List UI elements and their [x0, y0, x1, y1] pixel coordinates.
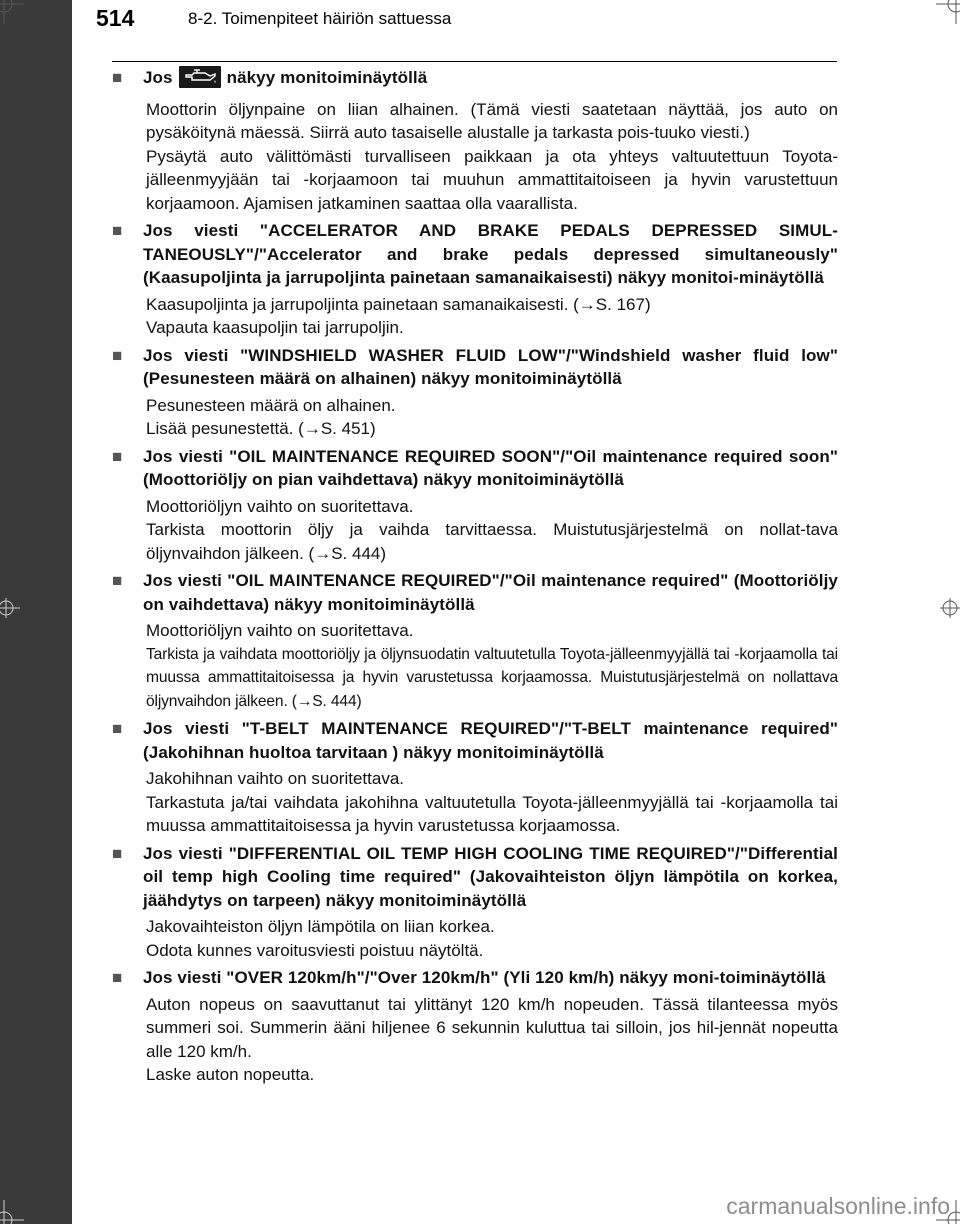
message-section [112, 445, 838, 566]
message-section [112, 344, 838, 441]
message-section [112, 842, 838, 963]
heading-text: Jos viesti "DIFFERENTIAL OIL TEMP HIGH COOLING TIME REQUIRED"/"Differential oil temp high Cooling time required" (Jakovaihteiston öljyn lämpötila on korkea, jäähdytys on tarpeen) näkyy monitoiminäytöllä [143, 843, 838, 910]
heading-suffix: näkyy monitoiminäytöllä [226, 68, 428, 87]
section-body [146, 495, 838, 566]
body-paragraph: Jakohihnan vaihto on suoritettava. [146, 769, 405, 788]
crop-mark-icon [0, 596, 24, 620]
square-bullet-icon: ■ [112, 843, 123, 863]
crop-mark-icon [936, 0, 960, 24]
section-heading [112, 569, 838, 616]
body-paragraph: Moottoriöljyn vaihto on suoritettava. [146, 621, 414, 640]
section-oil-pressure [112, 66, 838, 215]
body-paragraph: Moottoriöljyn vaihto on suoritettava. [146, 496, 414, 516]
body-paragraph: Vapauta kaasupoljin tai jarrupoljin. [146, 318, 404, 337]
footer-brand: carmanualsonline.info [726, 1193, 950, 1219]
body-paragraph: Pysäytä auto välittömästi turvalliseen paikkaan ja ota yhteys valtuutettuun Toyota-jälleenmyyjään tai -korjaamoon tai muuhun ammattitaitoiseen ja hyvin varustettuun korjaamoon. Ajamisen jatkaminen saattaa olla vaarallista. [146, 146, 838, 213]
heading-text: Jos viesti "WINDSHIELD WASHER FLUID LOW"/"Windshield washer fluid low" (Pesunesteen määrä on alhainen) näkyy monitoiminäytöllä [143, 345, 838, 388]
heading-prefix: Jos [143, 68, 173, 87]
body-paragraph: Odota kunnes varoitusviesti poistuu näytöltä. [146, 940, 484, 960]
body-paragraph: Kaasupoljinta ja jarrupoljinta painetaan samanaikaisesti. (→S. 167) [146, 294, 651, 314]
body-paragraph: Laske auton nopeutta. [146, 1065, 315, 1084]
section-body [146, 767, 838, 838]
section-title: 8-2. Toimenpiteet häiriön sattuessa [188, 9, 452, 28]
square-bullet-icon: ■ [112, 221, 123, 240]
section-body [146, 619, 838, 713]
section-heading [112, 219, 838, 290]
heading-text: Jos viesti "ACCELERATOR AND BRAKE PEDALS DEPRESSED SIMUL-TANEOUSLY"/"Accelerator and brake pedals depressed simultaneously" (Kaasupoljinta ja jarrupoljinta painetaan samanaikaisesti) näkyy monitoi-minäytöllä [143, 221, 838, 287]
section-body [146, 98, 838, 216]
message-section [112, 966, 838, 1087]
section-heading [112, 966, 838, 990]
square-bullet-icon: ■ [112, 571, 123, 590]
square-bullet-icon: ■ [112, 345, 123, 365]
oil-pressure-warning-icon [179, 66, 221, 95]
heading-text: Jos viesti "OIL MAINTENANCE REQUIRED SOON"/"Oil maintenance required soon" (Moottoriöljy on pian vaihdettava) näkyy monitoiminäytöllä [143, 446, 838, 489]
section-heading [112, 842, 838, 913]
body-paragraph: Moottorin öljynpaine on liian alhainen. (Tämä viesti saatetaan näyttää, jos auto on pysäköitynä mäessä. Siirrä auto tasaiselle alustalle ja tarkasta pois-tuuko viesti.) [146, 99, 838, 142]
section-heading [112, 445, 838, 492]
square-bullet-icon: ■ [112, 719, 123, 738]
body-paragraph: Jakovaihteiston öljyn lämpötila on liian korkea. [146, 917, 495, 936]
square-bullet-icon: ■ [112, 68, 123, 87]
crop-mark-icon [0, 1200, 24, 1224]
crop-mark-icon [936, 596, 960, 620]
page-content [112, 66, 838, 1091]
section-heading [112, 66, 838, 95]
section-body [146, 293, 838, 340]
section-body [146, 394, 838, 441]
page-number: 514 [96, 5, 135, 31]
heading-text: Jos viesti "T-BELT MAINTENANCE REQUIRED"/"T-BELT maintenance required" (Jakohihnan huoltoa tarvitaan ) näkyy monitoiminäytöllä [143, 719, 838, 762]
heading-text: Jos viesti "OVER 120km/h"/"Over 120km/h" (Yli 120 km/h) näkyy moni-toiminäytöllä [143, 968, 826, 987]
body-paragraph: Pesunesteen määrä on alhainen. [146, 395, 396, 415]
square-bullet-icon: ■ [112, 968, 123, 987]
section-body [146, 993, 838, 1087]
square-bullet-icon: ■ [112, 446, 123, 466]
body-paragraph: Tarkastuta ja/tai vaihdata jakohihna valtuutetulla Toyota-jälleenmyyjällä tai -korjaamolla tai muussa ammattitaitoisessa ja hyvin varustetussa korjaamossa. [146, 792, 838, 835]
message-section [112, 219, 838, 340]
message-section [112, 569, 838, 713]
heading-text: Jos viesti "OIL MAINTENANCE REQUIRED"/"Oil maintenance required" (Moottoriöljy on vaihdettava) näkyy monitoiminäytöllä [143, 571, 838, 614]
section-body [146, 915, 838, 962]
body-paragraph: Auton nopeus on saavuttanut tai ylittänyt 120 km/h nopeuden. Tässä tilanteessa myös summeri soi. Summerin ääni hiljenee 6 sekunnin kuluttua tai silloin, jos hil-jennät nopeutta alle 120 km/h. [146, 994, 838, 1061]
section-heading [112, 717, 838, 764]
message-section [112, 717, 838, 838]
crop-mark-icon [0, 0, 24, 24]
body-paragraph: Tarkista ja vaihdata moottoriöljy ja öljynsuodatin valtuutetulla Toyota-jälleenmyyjällä tai -korjaamolla tai muussa ammattitaitoisessa ja hyvin varustetussa korjaamossa. Muistutusjärjestelmä on nollattava öljynvaihdon jälkeen. (→S. 444) [146, 645, 838, 710]
header-divider [112, 61, 837, 62]
section-heading [112, 344, 838, 391]
body-paragraph: Tarkista moottorin öljy ja vaihda tarvittaessa. Muistutusjärjestelmä on nollat-tava öljynvaihdon jälkeen. (→S. 444) [146, 520, 838, 563]
body-paragraph: Lisää pesunestettä. (→S. 451) [146, 419, 376, 438]
